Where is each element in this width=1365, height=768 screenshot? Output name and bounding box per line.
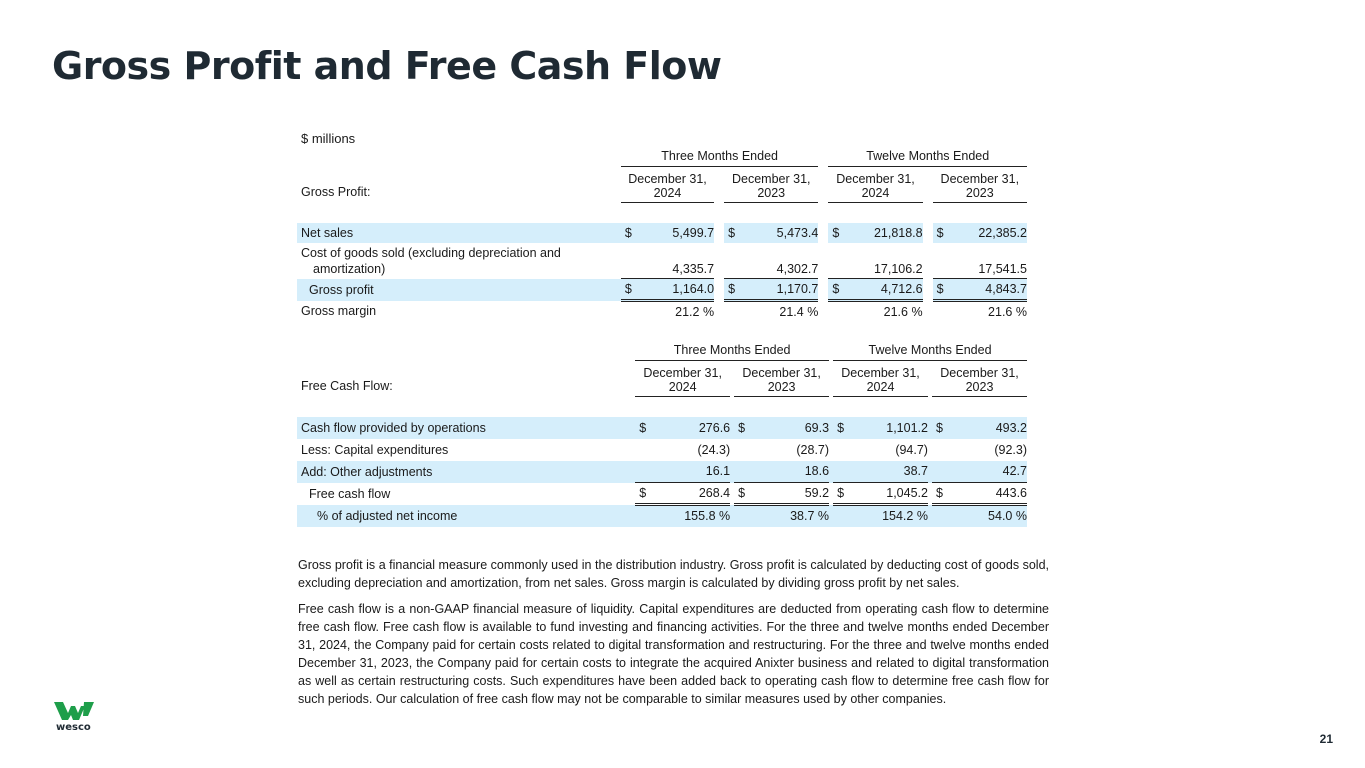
column-header: December 31, 2023	[734, 361, 829, 397]
table-row: Cost of goods sold (excluding depreciation and amortization) 4,335.7 4,302.7 17,106.2 17,541.5	[301, 245, 1027, 276]
group-header-three-months: Three Months Ended	[621, 146, 818, 167]
group-header-twelve-months: Twelve Months Ended	[833, 340, 1027, 361]
table-row: Cash flow provided by operations $ 276.6 $ 69.3 $ 1,101.2 $ 493.2	[297, 417, 1027, 439]
units-label: $ millions	[301, 131, 356, 146]
page-number: 21	[1319, 732, 1333, 746]
table-row: Gross margin 21.2 % 21.4 % 21.6 % 21.6 %	[301, 304, 1027, 319]
column-header: December 31, 2023	[933, 167, 1027, 203]
footnotes	[298, 556, 1049, 716]
table-row: Add: Other adjustments 16.1 18.6 38.7 42.7	[297, 461, 1027, 483]
wesco-logo-icon	[54, 700, 98, 722]
table-row: Gross profit $ 1,164.0 $ 1,170.7 $ 4,712.6 $ 4,843.7	[297, 279, 1027, 301]
column-header: December 31, 2024	[833, 361, 928, 397]
gross-profit-note: Gross profit is a financial measure commonly used in the distribution industry. Gross profit is calculated by deducting cost of goods sold, excluding depreciation and amortization, from net sales. Gross margin is calculated by dividing gross profit by net sales.	[298, 558, 1049, 590]
group-header-twelve-months: Twelve Months Ended	[828, 146, 1027, 167]
table-row: Less: Capital expenditures (24.3) (28.7) (94.7) (92.3)	[301, 442, 1027, 457]
column-header: December 31, 2024	[635, 361, 730, 397]
free-cash-flow-note: Free cash flow is a non-GAAP financial measure of liquidity. Capital expenditures are deducted from operating cash flow to determine free cash flow. Free cash flow is available to fund investing and financing activities. For the three and twelve months ended December 31, 2024, the Company paid for certain costs related to digital transformation and restructuring. For the three and twelve months ended December 31, 2023, the Company paid for certain costs to integrate the acquired Anixter business and related to digital transformation as well as certain restructuring costs. Such expenditures have been added back to operating cash flow to determine free cash flow for such periods. Our calculation of free cash flow may not be comparable to similar measures used by other companies.	[298, 602, 1049, 706]
column-header: December 31, 2024	[621, 167, 714, 203]
section-label: Gross Profit:	[301, 184, 371, 199]
free-cash-flow-table	[297, 340, 1027, 527]
gross-profit-table	[297, 146, 1027, 322]
column-header: December 31, 2023	[724, 167, 818, 203]
section-label: Free Cash Flow:	[301, 378, 393, 393]
column-header: December 31, 2024	[828, 167, 922, 203]
group-header-three-months: Three Months Ended	[635, 340, 829, 361]
page-title: Gross Profit and Free Cash Flow	[52, 44, 722, 88]
wesco-logo-text: wesco	[56, 722, 91, 733]
table-row: Free cash flow $ 268.4 $ 59.2 $ 1,045.2 $ 443.6	[297, 483, 1027, 505]
table-row: Net sales $ 5,499.7 $ 5,473.4 $ 21,818.8 $ 22,385.2	[297, 223, 1027, 243]
table-row: % of adjusted net income 155.8 % 38.7 % 154.2 % 54.0 %	[297, 505, 1027, 527]
column-header: December 31, 2023	[932, 361, 1027, 397]
